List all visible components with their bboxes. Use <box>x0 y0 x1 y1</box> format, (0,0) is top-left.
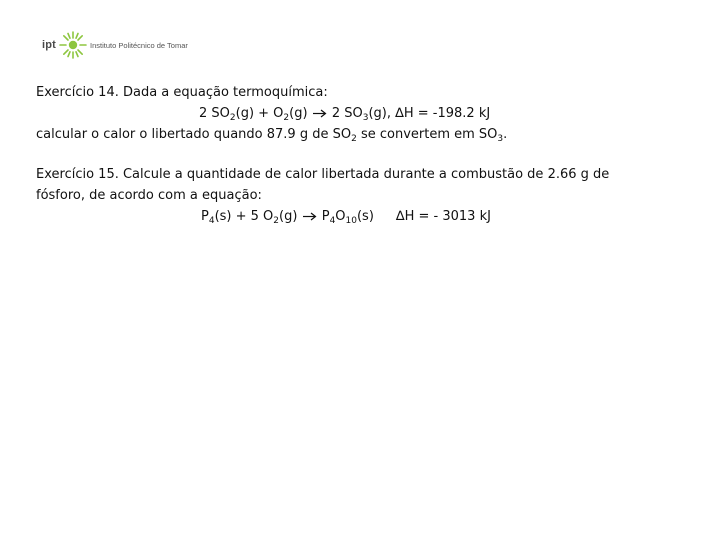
delta-symbol: ∆ <box>395 106 404 121</box>
eq15-sub4: 10 <box>345 216 357 226</box>
q14-sub1: 2 <box>351 134 357 144</box>
eq14-part2: (g) + O <box>235 106 284 121</box>
q14-sub2: 3 <box>497 134 504 144</box>
exercise15-statement-line2: fósforo, de acordo com a equação: <box>36 188 262 203</box>
exercise15-statement-line1: Exercício 15. Calcule a quantidade de calor libertada durante a combustão de 2.66 g de <box>36 167 610 182</box>
eq15-p4: P <box>321 209 330 224</box>
logo-abbreviation: ipt <box>42 39 57 51</box>
reaction-arrow-icon <box>313 109 327 118</box>
exercise14-question <box>36 124 696 145</box>
eq15-p1: P <box>201 209 209 224</box>
eq15-sub2: 2 <box>273 216 280 226</box>
document-body <box>36 82 696 227</box>
sun-icon <box>58 30 88 60</box>
eq15-p3: (g) <box>279 209 298 224</box>
q14-part2: se convertem em SO <box>356 127 498 142</box>
logo-institution-name: Instituto Politécnico de Tomar <box>90 40 188 50</box>
eq14-sub2: 2 <box>283 113 290 123</box>
reaction-arrow-icon <box>303 212 317 221</box>
eq15-p6: (s) <box>356 209 374 224</box>
eq14-sub1: 2 <box>229 113 236 123</box>
eq15-p2: (s) + 5 O <box>214 209 274 224</box>
q14-part3: . <box>503 127 508 142</box>
eq15-sub3: 4 <box>329 216 336 226</box>
exercise14-statement: Exercício 14. Dada a equação termoquímica: <box>36 85 328 100</box>
eq14-enthalpy: H = -198.2 kJ <box>403 106 491 121</box>
eq14-sub3: 3 <box>362 113 369 123</box>
eq14-product: 2 SO <box>331 106 363 121</box>
eq14-reactant1: 2 SO <box>199 106 230 121</box>
eq15-enthalpy: H = - 3013 kJ <box>404 209 491 224</box>
exercise14-equation <box>36 103 696 124</box>
eq15-sub1: 4 <box>208 216 215 226</box>
eq15-p5: O <box>335 209 346 224</box>
eq14-part3: (g) <box>289 106 308 121</box>
ipt-logo <box>42 28 188 62</box>
eq14-part4: (g), <box>368 106 396 121</box>
delta-symbol: ∆ <box>395 209 405 224</box>
exercise15-equation <box>36 206 696 227</box>
q14-part1: calcular o calor o libertado quando 87.9 g de SO <box>36 127 352 142</box>
